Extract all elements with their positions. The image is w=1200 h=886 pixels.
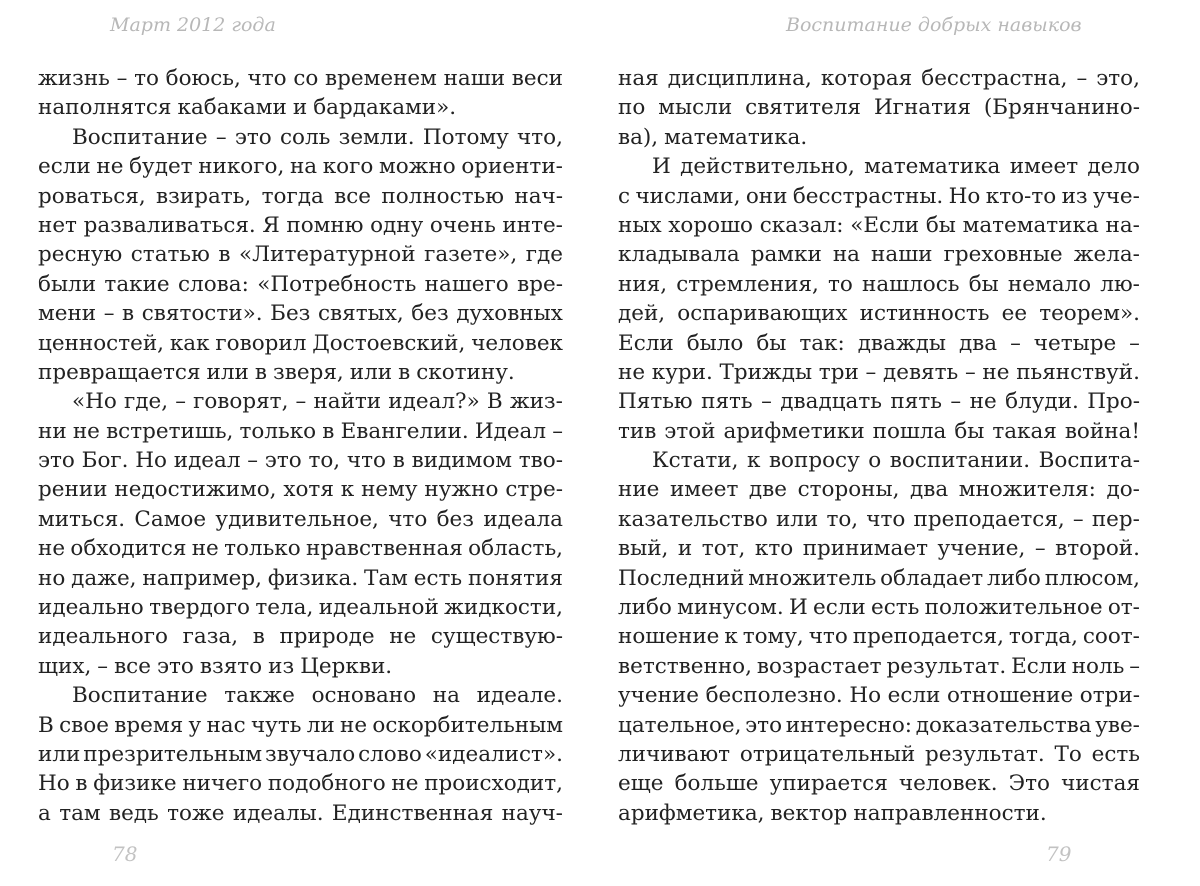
text-line: ных хорошо сказал: «Если бы математика на-	[618, 212, 1140, 238]
text-line: Воспитание также основано на идеале.	[72, 683, 563, 709]
text-line: «Но где, – говорят, – найти идеал?» В жиз-	[72, 389, 563, 415]
text-line: личивают отрицательный результат. То есть	[618, 741, 1140, 767]
text-line: Кстати, к вопросу о воспитании. Воспита-	[652, 448, 1140, 474]
text-line: жизнь – то боюсь, что со временем наши веси	[38, 66, 563, 91]
text-line: ная дисциплина, которая бесстрастна, – это,	[618, 66, 1140, 91]
text-line: превращается или в зверя, или в скотину.	[38, 359, 515, 385]
text-line: ни не встретишь, только в Евангелии. Идеал –	[38, 418, 563, 444]
text-line: ветственно, возрастает результат. Если ноль –	[618, 653, 1140, 679]
text-line: щих, – все это взято из Церкви.	[38, 653, 393, 679]
text-line: дей, оспаривающих истинность ее теорем».	[618, 301, 1140, 327]
text-line: Воспитание – это соль земли. Потому что,	[72, 124, 563, 150]
text-line: миться. Самое удивительное, что без идеала	[38, 506, 563, 532]
text-line: нет разваливаться. Я помню одну очень инте-	[38, 212, 563, 238]
left-page-number: 78	[112, 842, 138, 866]
right-page-number: 79	[1046, 842, 1072, 866]
text-line: или презрительным звучало слово «идеалист».	[38, 741, 563, 767]
text-line: не кури. Трижды три – девять – не пьянствуй.	[618, 359, 1140, 385]
text-line: наполнятся кабаками и бардаками».	[38, 95, 457, 121]
text-line: И действительно, математика имеет дело	[652, 154, 1140, 180]
text-line: идеального газа, в природе не существую-	[38, 624, 563, 650]
text-line: ния, стремления, то нашлось бы немало лю-	[618, 271, 1140, 297]
text-line: по мысли святителя Игнатия (Брянчанино-	[618, 95, 1140, 121]
text-line: но даже, например, физика. Там есть понятия	[38, 565, 563, 591]
text-line: ценностей, как говорил Достоевский, человек	[38, 330, 563, 356]
text-line: учение бесполезно. Но если отношение отри-	[618, 683, 1140, 709]
left-page-text	[38, 64, 563, 828]
text-line: казательство или то, что преподается, – пер-	[618, 506, 1140, 532]
left-running-head: Март 2012 года	[110, 14, 276, 36]
text-line: В свое время у нас чуть ли не оскорбительным	[38, 712, 563, 738]
text-line: Последний множитель обладает либо плюсом,	[618, 565, 1140, 591]
text-line: либо минусом. И если есть положительное от-	[618, 595, 1140, 621]
text-line: арифметика, вектор направленности.	[618, 800, 1047, 826]
text-line: ва), математика.	[618, 124, 808, 150]
text-line: с числами, они бесстрастны. Но кто-то из уче-	[618, 183, 1140, 209]
text-line: были такие слова: «Потребность нашего вре-	[38, 271, 563, 297]
text-line: мени – в святости». Без святых, без духовных	[38, 301, 563, 327]
text-line: еще больше упирается человек. Это чистая	[618, 771, 1140, 797]
text-line: не обходится не только нравственная область,	[38, 536, 563, 562]
text-line: ресную статью в «Литературной газете», где	[38, 242, 563, 268]
text-line: роваться, взирать, тогда все полностью нач-	[38, 183, 563, 209]
text-line: ношение к тому, что преподается, тогда, соот-	[618, 624, 1140, 650]
text-line: рении недостижимо, хотя к нему нужно стре-	[38, 477, 563, 503]
text-line: Пятью пять – двадцать пять – не блуди. Про-	[618, 389, 1140, 415]
right-running-head: Воспитание добрых навыков	[786, 14, 1082, 36]
text-line: а там ведь тоже идеалы. Единственная науч-	[38, 800, 563, 826]
right-page	[600, 0, 1200, 886]
text-line: если не будет никого, на кого можно ориенти-	[38, 154, 563, 180]
right-page-text	[618, 64, 1140, 828]
text-line: идеально твердого тела, идеальной жидкости,	[38, 595, 563, 621]
text-line: ние имеет две стороны, два множителя: до-	[618, 477, 1140, 503]
text-line: цательное, это интересно: доказательства уве-	[618, 712, 1140, 738]
text-line: Но в физике ничего подобного не происходит,	[38, 771, 563, 797]
text-line: это Бог. Но идеал – это то, что в видимом тво-	[38, 448, 563, 474]
text-line: вый, и тот, кто принимает учение, – второй.	[618, 536, 1140, 562]
text-line: тив этой арифметики пошла бы такая война!	[618, 418, 1140, 444]
text-line: кладывала рамки на наши греховные жела-	[618, 242, 1140, 268]
text-line: Если было бы так: дважды два – четыре –	[618, 330, 1140, 356]
